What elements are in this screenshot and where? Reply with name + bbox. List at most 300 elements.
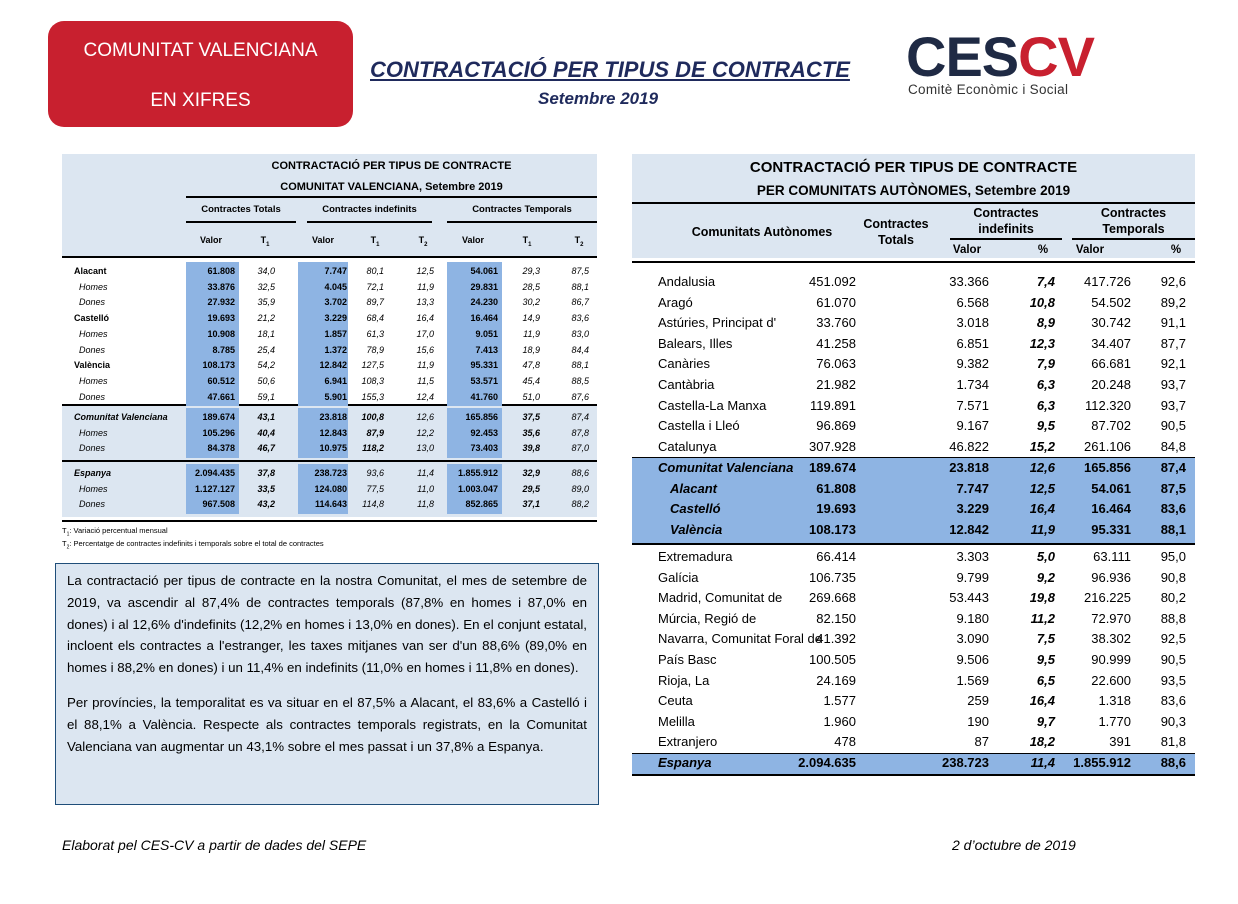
cell-value: 14,9 <box>522 313 540 324</box>
table-row <box>62 327 597 343</box>
col-t1: $T_1$ <box>260 235 270 248</box>
cell-value: 30.742 <box>1091 315 1131 331</box>
regions-table-title: CONTRACTACIÓ PER TIPUS DE CONTRACTE <box>749 159 1078 176</box>
cell-value: 89,2 <box>1160 294 1186 310</box>
cell-value: 61.070 <box>816 294 856 310</box>
cell-value: 87,5 <box>571 266 589 276</box>
cell-value: 72,1 <box>366 281 384 292</box>
cell-value: 81,8 <box>1160 734 1186 750</box>
cell-value: 9.051 <box>475 328 498 339</box>
cell-value: 87,8 <box>571 427 589 438</box>
table-row <box>62 441 597 457</box>
row-label: Rioja, La <box>658 672 710 688</box>
cell-value: 11,9 <box>417 281 434 292</box>
cell-value: 33.366 <box>949 274 989 289</box>
cell-value: 41.760 <box>470 391 498 402</box>
col-temporals: Contractes Temporals <box>1100 206 1167 236</box>
group-header-indefinits: Contractes indefinits <box>322 204 417 215</box>
cell-value: 84.378 <box>207 443 235 454</box>
cell-value: 82.150 <box>816 610 856 626</box>
cell-value: 53.571 <box>470 375 498 386</box>
table-row <box>632 712 1195 732</box>
cell-value: 105.296 <box>202 427 235 438</box>
cell-value: 45,4 <box>522 375 540 386</box>
table-row <box>62 426 597 442</box>
cell-value: 93,7 <box>1160 377 1186 392</box>
table-row <box>632 691 1195 711</box>
cell-value: 35,9 <box>257 297 275 308</box>
logo-ces: CES <box>906 25 1019 88</box>
cell-value: 12,5 <box>416 266 434 276</box>
table-row <box>62 295 597 311</box>
table-row <box>62 358 597 374</box>
cell-value: 189.674 <box>202 412 235 422</box>
cell-value: 34.407 <box>1091 335 1131 351</box>
cell-value: 61.808 <box>207 266 235 276</box>
cell-value: 16.464 <box>470 313 498 324</box>
col-temp-pct: % <box>1170 244 1182 256</box>
cell-value: 3.229 <box>324 313 347 324</box>
cell-value: 6,3 <box>1036 397 1055 413</box>
cell-value: 3.229 <box>956 501 989 517</box>
row-label: Homes <box>79 328 108 339</box>
cell-value: 23.818 <box>319 412 347 422</box>
cell-value: 238.723 <box>942 755 989 770</box>
cell-value: 12,6 <box>416 412 434 422</box>
cell-value: 19.693 <box>207 313 235 324</box>
cell-value: 20.248 <box>1091 377 1131 392</box>
footer-source: Elaborat pel CES-CV a partir de dades del SEPE <box>62 837 367 853</box>
cell-value: 106.735 <box>809 569 856 585</box>
cell-value: 87,0 <box>571 443 589 454</box>
row-label: Dones <box>79 443 106 454</box>
row-label: Dones <box>79 499 106 510</box>
cell-value: 12.842 <box>949 521 989 537</box>
cell-value: 83,6 <box>1160 693 1186 709</box>
row-label: Aragó <box>658 294 693 310</box>
cell-value: 165.856 <box>1084 460 1131 475</box>
cell-value: 114,8 <box>362 499 384 510</box>
cell-value: 259 <box>967 693 989 709</box>
cell-value: 32,5 <box>257 281 275 292</box>
regions-table-subtitle: PER COMUNITATS AUTÒNOMES, Setembre 2019 <box>756 183 1071 198</box>
table-row <box>632 437 1195 457</box>
table-row <box>632 334 1195 354</box>
table-row <box>632 629 1195 649</box>
cell-value: 11,9 <box>523 328 540 339</box>
table-row <box>632 375 1195 395</box>
row-label: Castella-La Manxa <box>658 397 767 413</box>
cell-value: 417.726 <box>1084 274 1131 289</box>
cell-value: 89,7 <box>366 297 384 308</box>
cell-value: 11,0 <box>417 483 434 494</box>
cell-value: 9,5 <box>1036 418 1055 434</box>
cell-value: 100.505 <box>809 652 856 667</box>
cell-value: 25,4 <box>257 344 275 355</box>
cell-value: 7,4 <box>1036 274 1055 289</box>
cell-value: 90,5 <box>1160 418 1186 434</box>
table-row <box>62 374 597 390</box>
cell-value: 17,0 <box>416 328 434 339</box>
table-row <box>632 416 1195 436</box>
note-t1: $T_1$: Variació percentual mensual <box>62 526 168 538</box>
cell-value: 24.169 <box>816 672 856 688</box>
row-label: Castelló <box>670 501 721 517</box>
cell-value: 6,5 <box>1036 672 1055 688</box>
cell-value: 73.403 <box>470 443 498 454</box>
cell-value: 37,8 <box>257 468 275 478</box>
row-label: València <box>74 360 111 371</box>
cell-value: 12.842 <box>319 360 347 371</box>
table-row <box>632 479 1195 499</box>
logo-tagline: Comitè Econòmic i Social <box>908 82 1069 97</box>
table-row <box>632 588 1195 608</box>
cell-value: 11,9 <box>1030 521 1055 537</box>
cell-value: 7.747 <box>324 266 347 276</box>
row-label: Homes <box>79 427 108 438</box>
cell-value: 1.318 <box>1098 693 1131 709</box>
cell-value: 12,4 <box>416 391 434 402</box>
table-row <box>62 311 597 327</box>
cell-value: 35,6 <box>522 427 540 438</box>
provinces-table-header <box>62 154 597 258</box>
table-row <box>632 354 1195 374</box>
summary-paragraph-1: La contractació per tipus de contracte en la nostra Comunitat, el mes de setembre de 2019, va ascendir al 87,4% de contractes temporals (87,8% en homes i 87,0% en dones) i al 12,6% d'indefinits (12,2% en homes i 13,0% en dones). En el conjunt estatal, incloent els contractes a l'estranger, les taxes mitjanes van ser d'un 88,6% (89,0% en homes i 88,2% en dones) i un 11,4% en indefinits (11,0% en homes i 11,8% en dones). <box>67 573 587 676</box>
cell-value: 28,5 <box>522 281 540 292</box>
cell-value: 88,6 <box>1160 755 1186 770</box>
cell-value: 84,4 <box>571 344 589 355</box>
cell-value: 91,1 <box>1160 315 1186 331</box>
cell-value: 11,9 <box>417 360 434 371</box>
row-label: Alacant <box>670 480 717 496</box>
cell-value: 88,5 <box>571 375 589 386</box>
row-label: Castelló <box>74 313 110 324</box>
table-row <box>62 466 597 482</box>
note-t2: $T_2$: Percentatge de contractes indefinits i temporals sobre el total de contractes <box>62 539 324 551</box>
row-label: Astúries, Principat d' <box>658 315 777 331</box>
cell-value: 6.568 <box>956 294 989 310</box>
provinces-table-title: CONTRACTACIÓ PER TIPUS DE CONTRACTE <box>271 160 512 172</box>
col-temp-valor: Valor <box>1075 244 1105 256</box>
cell-value: 88,1 <box>571 281 589 292</box>
table-row <box>62 497 597 513</box>
row-label: Andalusia <box>658 274 716 289</box>
row-label: Canàries <box>658 356 711 372</box>
cell-value: 66.681 <box>1091 356 1131 372</box>
cell-value: 92,1 <box>1160 356 1186 372</box>
cell-value: 89,0 <box>571 483 589 494</box>
cell-value: 155,3 <box>361 391 384 402</box>
table-row <box>62 482 597 498</box>
cell-value: 90,5 <box>1160 652 1186 667</box>
cell-value: 59,1 <box>257 391 275 402</box>
cell-value: 40,4 <box>257 427 275 438</box>
cell-value: 78,9 <box>366 344 384 355</box>
cell-value: 53.443 <box>949 590 989 606</box>
badge-line-1: COMUNITAT VALENCIANA <box>83 40 318 61</box>
cell-value: 30,2 <box>522 297 540 308</box>
cell-value: 87,9 <box>366 427 384 438</box>
cell-value: 16,4 <box>1029 501 1055 517</box>
cell-value: 238.723 <box>314 468 347 478</box>
cell-value: 1.855.912 <box>1073 755 1131 770</box>
cell-value: 3.303 <box>956 549 989 564</box>
table-row <box>632 396 1195 416</box>
cell-value: 38.302 <box>1091 631 1131 647</box>
cell-value: 3.090 <box>956 631 989 647</box>
col-valor: Valor <box>311 235 334 245</box>
cell-value: 61,3 <box>366 328 384 339</box>
table-row <box>62 343 597 359</box>
cell-value: 2.094.435 <box>194 468 235 478</box>
provinces-table-subtitle: COMUNITAT VALENCIANA, Setembre 2019 <box>280 181 503 193</box>
table-row <box>632 272 1195 292</box>
cell-value: 47,8 <box>522 360 540 371</box>
row-label: Comunitat Valenciana <box>658 460 794 475</box>
table-row <box>632 458 1195 478</box>
table-row <box>632 547 1195 567</box>
col-totals: Contractes Totals <box>863 217 929 247</box>
row-label: Dones <box>79 344 106 355</box>
cell-value: 108,3 <box>361 375 384 386</box>
cell-value: 6,3 <box>1036 377 1055 392</box>
cell-value: 7.747 <box>956 480 989 496</box>
row-label: Extremadura <box>658 549 733 564</box>
cell-value: 83,6 <box>1160 501 1186 517</box>
table-row <box>632 671 1195 691</box>
row-label: Espanya <box>658 755 712 770</box>
cell-value: 93,7 <box>1160 397 1186 413</box>
cell-value: 261.106 <box>1084 438 1131 454</box>
cell-value: 12,2 <box>416 427 434 438</box>
cell-value: 68,4 <box>366 313 384 324</box>
table-row <box>62 410 597 426</box>
page-subtitle: Setembre 2019 <box>538 89 659 108</box>
cell-value: 9.167 <box>956 418 989 434</box>
cell-value: 86,7 <box>571 297 589 308</box>
cell-value: 11,4 <box>417 468 434 478</box>
cell-value: 12,3 <box>1029 335 1055 351</box>
summary-text-box <box>55 563 599 805</box>
cell-value: 1.857 <box>324 328 347 339</box>
cell-value: 112.320 <box>1084 397 1131 413</box>
row-label: Cantàbria <box>658 377 715 392</box>
cell-value: 4.045 <box>324 281 347 292</box>
cell-value: 307.928 <box>809 438 856 454</box>
cell-value: 95.331 <box>470 360 498 371</box>
cell-value: 10,8 <box>1029 294 1055 310</box>
row-label: Espanya <box>74 468 112 478</box>
cell-value: 16.464 <box>1091 501 1131 517</box>
cell-value: 9.180 <box>956 610 989 626</box>
cell-value: 18,9 <box>522 344 540 355</box>
footer-date: 2 d’octubre de 2019 <box>952 837 1076 853</box>
cell-value: 19.693 <box>816 501 856 517</box>
cell-value: 5,0 <box>1036 549 1055 564</box>
cell-value: 43,1 <box>257 412 275 422</box>
cell-value: 165.856 <box>465 412 498 422</box>
cell-value: 6.851 <box>956 335 989 351</box>
col-indef-pct: % <box>1037 244 1049 256</box>
table-row <box>632 293 1195 313</box>
badge-line-2: EN XIFRES <box>150 90 251 111</box>
cell-value: 13,0 <box>416 443 434 454</box>
cell-value: 12,6 <box>1029 460 1055 475</box>
cell-value: 12.843 <box>319 427 347 438</box>
cell-value: 46,7 <box>257 443 275 454</box>
cell-value: 41.258 <box>816 335 856 351</box>
cell-value: 19,8 <box>1029 590 1055 606</box>
table-row <box>632 732 1195 752</box>
cell-value: 92,5 <box>1160 631 1186 647</box>
cell-value: 80,2 <box>1160 590 1186 606</box>
col-t2: $T_2$ <box>418 235 428 248</box>
cell-value: 87,6 <box>571 391 589 402</box>
cell-value: 22.600 <box>1091 672 1131 688</box>
cell-value: 50,6 <box>257 375 275 386</box>
cell-value: 1.734 <box>956 377 989 392</box>
cell-value: 1.372 <box>324 344 347 355</box>
row-label: Ceuta <box>658 693 693 709</box>
cell-value: 27.932 <box>207 297 235 308</box>
cell-value: 87,4 <box>1160 460 1186 475</box>
cell-value: 114.643 <box>314 499 347 510</box>
cell-value: 90.999 <box>1091 652 1131 667</box>
cell-value: 852.865 <box>465 499 498 510</box>
cell-value: 9.382 <box>956 356 989 372</box>
cell-value: 88,6 <box>571 468 589 478</box>
cell-value: 124.080 <box>314 483 347 494</box>
cell-value: 32,9 <box>522 468 540 478</box>
cell-value: 1.770 <box>1098 713 1131 729</box>
cell-value: 1.569 <box>956 672 989 688</box>
table-row <box>632 609 1195 629</box>
cell-value: 76.063 <box>816 356 856 372</box>
table-row <box>632 753 1195 773</box>
cell-value: 18,2 <box>1029 734 1055 750</box>
cell-value: 100,8 <box>361 412 384 422</box>
region-badge <box>48 21 353 127</box>
cell-value: 29,5 <box>522 483 540 494</box>
regions-table-header <box>632 154 1195 258</box>
cell-value: 96.869 <box>816 418 856 434</box>
row-label: Madrid, Comunitat de <box>658 590 783 606</box>
cell-value: 34,0 <box>257 266 275 276</box>
cell-value: 54.502 <box>1091 294 1131 310</box>
col-comunitats: Comunitats Autònomes <box>691 225 833 239</box>
col-t1: $T_1$ <box>522 235 532 248</box>
table-row <box>632 568 1195 588</box>
row-label: Castella i Lleó <box>658 418 740 434</box>
cell-value: 96.936 <box>1091 569 1131 585</box>
cell-value: 9.506 <box>956 652 989 667</box>
cell-value: 54,2 <box>257 360 275 371</box>
cell-value: 54.061 <box>470 266 498 276</box>
cell-value: 90,3 <box>1160 713 1186 729</box>
cell-value: 11,5 <box>417 375 434 386</box>
col-t2: $T_2$ <box>574 235 584 248</box>
cell-value: 87,7 <box>1160 335 1186 351</box>
cell-value: 80,1 <box>366 266 384 276</box>
cell-value: 60.512 <box>207 375 235 386</box>
row-label: Homes <box>79 281 108 292</box>
cell-value: 10.908 <box>207 328 235 339</box>
cell-value: 6.941 <box>324 375 347 386</box>
cell-value: 37,1 <box>522 499 540 510</box>
col-valor: Valor <box>461 235 484 245</box>
row-label: Homes <box>79 483 108 494</box>
cell-value: 16,4 <box>1029 693 1055 709</box>
row-label: Dones <box>79 391 106 402</box>
cell-value: 190 <box>967 713 989 729</box>
cell-value: 83,0 <box>571 328 589 339</box>
cell-value: 83,6 <box>571 313 589 324</box>
cell-value: 21.982 <box>816 377 856 392</box>
cell-value: 33,5 <box>257 483 275 494</box>
cell-value: 63.111 <box>1093 549 1131 564</box>
cell-value: 93,6 <box>366 468 384 478</box>
cell-value: 54.061 <box>1091 480 1131 496</box>
cell-value: 24.230 <box>470 297 498 308</box>
cell-value: 7.413 <box>475 344 498 355</box>
cell-value: 10.975 <box>319 443 347 454</box>
row-label: Balears, Illes <box>658 335 733 351</box>
row-label: València <box>670 521 723 537</box>
cell-value: 66.414 <box>816 549 856 564</box>
cell-value: 18,1 <box>257 328 275 339</box>
cell-value: 29.831 <box>470 281 498 292</box>
cell-value: 16,4 <box>416 313 434 324</box>
cell-value: 118,2 <box>362 443 384 454</box>
cell-value: 88,2 <box>571 499 589 510</box>
cell-value: 1.577 <box>823 693 856 709</box>
table-row <box>62 280 597 296</box>
table-row <box>632 520 1195 540</box>
row-label: Múrcia, Regió de <box>658 610 757 626</box>
cell-value: 29,3 <box>522 266 540 276</box>
table-row <box>632 313 1195 333</box>
row-label: Extranjero <box>658 734 718 750</box>
cell-value: 7,9 <box>1036 356 1055 372</box>
cell-value: 33.876 <box>207 281 235 292</box>
cell-value: 11,2 <box>1030 610 1055 626</box>
col-indefinits: Contractes indefinits <box>973 206 1039 236</box>
cell-value: 12,5 <box>1029 480 1055 496</box>
cell-value: 8.785 <box>212 344 235 355</box>
cell-value: 33.760 <box>816 315 856 331</box>
cell-value: 13,3 <box>416 297 434 308</box>
cell-value: 77,5 <box>366 483 384 494</box>
group-header-temporals: Contractes Temporals <box>472 204 572 215</box>
cell-value: 11,8 <box>417 499 434 510</box>
cell-value: 15,2 <box>1029 438 1055 454</box>
cell-value: 87,4 <box>571 412 589 422</box>
group-header-totals: Contractes Totals <box>201 204 281 215</box>
cell-value: 9,5 <box>1036 652 1055 667</box>
cell-value: 87.702 <box>1091 418 1131 434</box>
cell-value: 9,2 <box>1036 569 1055 585</box>
cell-value: 1.960 <box>823 713 856 729</box>
cell-value: 269.668 <box>809 590 856 606</box>
cell-value: 92,6 <box>1160 274 1186 289</box>
cell-value: 119.891 <box>809 397 856 413</box>
table-row <box>62 264 597 280</box>
cell-value: 451.092 <box>809 274 856 289</box>
cell-value: 8,9 <box>1036 315 1055 331</box>
row-label: Alacant <box>74 266 107 276</box>
cell-value: 95,0 <box>1160 549 1186 564</box>
cell-value: 39,8 <box>522 443 540 454</box>
